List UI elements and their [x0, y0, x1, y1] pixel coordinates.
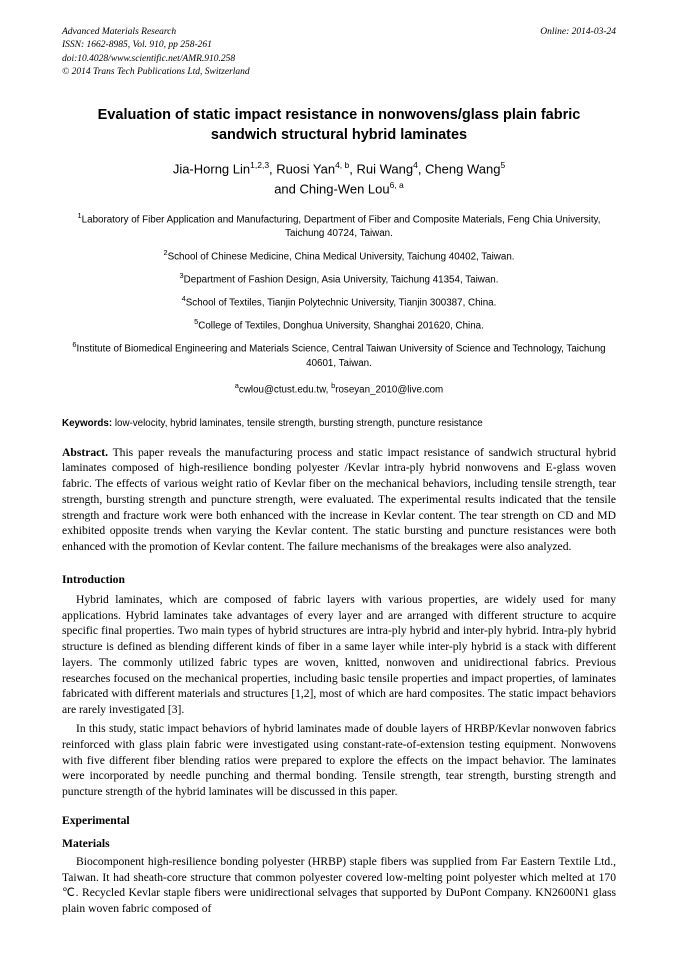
- affiliation-3: [68, 271, 610, 287]
- keywords-label: Keywords:: [62, 417, 113, 429]
- affiliation-sup-5: 5: [194, 317, 199, 327]
- author-sup-4: 5: [500, 160, 506, 171]
- copyright-line: © 2014 Trans Tech Publications Ltd, Switzerland: [62, 67, 250, 78]
- author-sup-2: 4, b: [335, 160, 350, 171]
- page-title: Evaluation of static impact resistance in nonwovens/glass plain fabric sandwich structural hybrid laminates: [97, 106, 581, 143]
- affiliation-4: [68, 294, 610, 310]
- issn-line: ISSN: 1662-8985, Vol. 910, pp 258-261: [62, 40, 212, 51]
- online-date: Online: 2014-03-24: [540, 27, 616, 37]
- email-b[interactable]: roseyan_2010@live.com: [335, 383, 444, 395]
- author-sup-3: 4: [413, 160, 418, 171]
- doi-line: doi:10.4028/www.scientific.net/AMR.910.258: [62, 53, 236, 64]
- author-name-3: , Rui Wang: [349, 161, 414, 177]
- author-name-1: Jia-Horng Lin: [172, 161, 251, 177]
- email-sup-a: a: [234, 380, 239, 390]
- affiliation-text-4: School of Textiles, Tianjin Polytechnic University, Tianjin 300387, China.: [185, 297, 497, 309]
- author-line-1: [62, 159, 616, 179]
- author-name-5: and Ching-Wen Lou: [274, 181, 390, 197]
- journal-name: Advanced Materials Research: [62, 27, 177, 37]
- affiliation-1: [68, 211, 610, 241]
- abstract-block: [62, 445, 616, 555]
- section-heading-introduction: Introduction: [62, 572, 125, 586]
- affiliation-sup-1: 1: [77, 210, 82, 220]
- abstract-label: Abstract.: [62, 445, 109, 459]
- author-line-2: [62, 179, 616, 199]
- keywords-block: [62, 417, 616, 431]
- subsection-heading-materials: Materials: [62, 836, 110, 850]
- author-name-2: , Ruosi Yan: [269, 161, 336, 177]
- affiliation-text-2: School of Chinese Medicine, China Medical University, Taichung 40402, Taiwan.: [167, 251, 515, 263]
- affiliation-sup-2: 2: [163, 247, 168, 257]
- email-a[interactable]: cwlou@ctust.edu.tw,: [238, 383, 332, 395]
- affiliation-2: [68, 248, 610, 264]
- affiliation-text-3: Department of Fashion Design, Asia University, Taichung 41354, Taiwan.: [183, 274, 499, 286]
- author-sup-1: 1,2,3: [250, 160, 270, 171]
- affiliation-sup-3: 3: [179, 270, 184, 280]
- header-left: [62, 26, 616, 80]
- materials-paragraph-1: Biocomponent high-resilience bonding polyester (HRBP) staple fibers was supplied from Far Eastern Textile Ltd., Taiwan. It had sheath-core structure that common polyester covered low-melting point polyester which melted at 170 ℃. Recycled Kevlar staple fibers were unidirectional selvages that supported by DuPont Company. KN2600N1 glass plain woven fabric composed of: [62, 854, 616, 916]
- email-sup-b: b: [331, 380, 336, 390]
- affiliation-sup-4: 4: [181, 294, 186, 304]
- abstract-text: This paper reveals the manufacturing process and static impact resistance of sandwich structural hybrid laminates composed of high-resilience bonding polyester /Kevlar intra-ply hybrid nonwovens and E-glass woven fabric. The effects of various weight ratio of Kevlar fiber on the mechanical behaviors, including tensile strength, tear strength, bursting strength and puncture strength, were evaluated. The experimental results indicated that the tensile strength and fracture work were both enhanced with the increase in Kevlar content. The tear strength on CD and MD exhibited opposite trends when varying the Kevlar content. The static bursting and puncture resistances were both enhanced with the promotion of Kevlar content. The failure mechanisms of the breakages were also analyzed.: [62, 445, 616, 554]
- keywords-text: low-velocity, hybrid laminates, tensile strength, bursting strength, puncture resistance: [112, 417, 483, 429]
- affiliation-6: [68, 340, 610, 370]
- affiliation-text-1: Laboratory of Fiber Application and Manufacturing, Department of Fiber and Composite Materials, Feng Chia University, Taichung 40724, Taiwan.: [81, 213, 601, 239]
- author-name-4: , Cheng Wang: [417, 161, 501, 177]
- contact-emails: [62, 381, 616, 395]
- affiliation-sup-6: 6: [72, 340, 77, 350]
- author-list: [62, 159, 616, 199]
- affiliation-5: [68, 317, 610, 333]
- introduction-paragraph-2: In this study, static impact behaviors of hybrid laminates made of double layers of HRBP/Kevlar nonwoven fabrics reinforced with glass plain fabric were investigated using constant-rate-of-extension testing equipment. Nonwovens with five different fiber blending ratios were prepared to explore the effects on the impact behavior. The laminates were incorporated by needle punching and thermal bonding. Tensile strength, tear strength, bursting strength and puncture strength of the hybrid laminates will be discussed in this paper.: [62, 722, 616, 799]
- affiliation-text-5: College of Textiles, Donghua University, Shanghai 201620, China.: [198, 320, 484, 332]
- author-sup-5: 6, a: [389, 179, 404, 190]
- affiliation-text-6: Institute of Biomedical Engineering and Materials Science, Central Taiwan University of Science and Technology, Taichung 40601, Taiwan.: [76, 343, 606, 369]
- section-heading-experimental: Experimental: [62, 813, 130, 827]
- page-header: [62, 26, 616, 80]
- introduction-paragraph-1: Hybrid laminates, which are composed of fabric layers with various properties, are widely used for many applications. Hybrid laminates take advantages of every layer and are arranged with different structure to acquire specific final properties. Two main types of hybrid structures are intra-ply hybrid and inter-ply hybrid. Intra-ply hybrid structure is defined as blending different kinds of fiber in a same layer while inter-ply hybrid is a stack with different layers. The commonly utilized fabric types are woven, knitted, nonwoven and unidirectional fabrics. Previous researches focused on the mechanical properties, including basic tensile properties and impact properties, of laminates fabricated with different materials and structures [1,2], most of which are hard composites. The static impact behaviors are rarely investigated [3].: [62, 592, 616, 717]
